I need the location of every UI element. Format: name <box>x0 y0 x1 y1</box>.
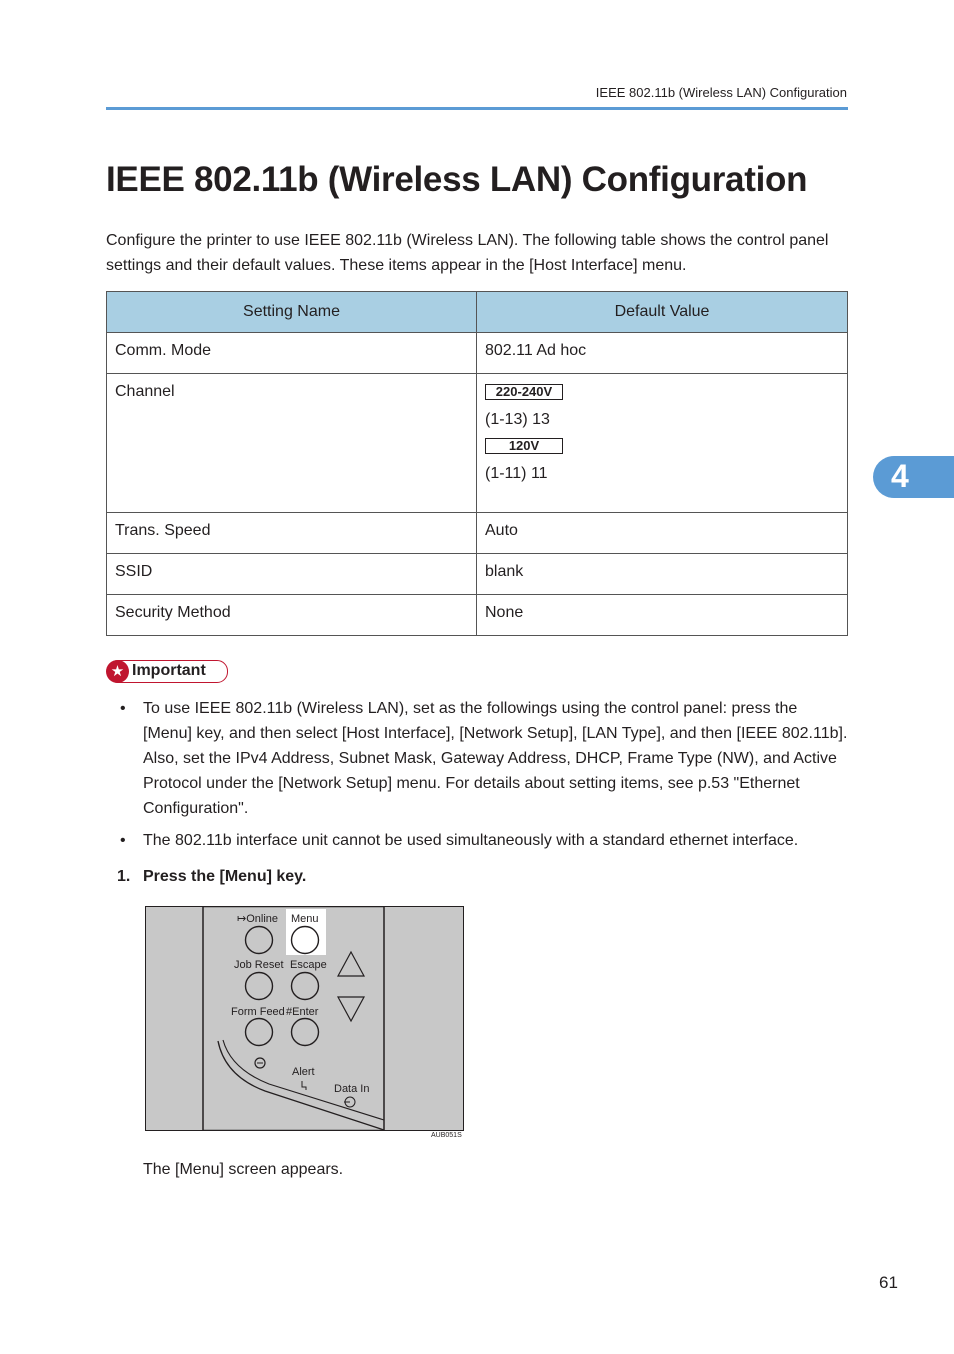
table-row <box>107 513 848 554</box>
voltage-badge-120v: 120V <box>485 438 563 454</box>
page-number: 61 <box>879 1273 898 1292</box>
online-label: ↦Online <box>237 913 279 925</box>
table-row <box>107 333 848 374</box>
channel-value-120v: (1-11) 11 <box>485 465 548 482</box>
channel-value-220-240v: (1-13) 13 <box>485 411 550 428</box>
step-number: 1. <box>117 868 131 885</box>
intro-paragraph: Configure the printer to use IEEE 802.11b (Wireless LAN). The following table shows the control panel settings and their default values. These items appear in the [Host Interface] menu. <box>106 232 829 274</box>
voltage-badge-220-240v: 220-240V <box>485 384 563 400</box>
menu-label: Menu <box>291 913 319 925</box>
figure-code: AUB051S <box>431 1132 462 1139</box>
escape-label: Escape <box>290 959 327 971</box>
table-row <box>107 374 848 513</box>
default-value-cell <box>477 374 848 513</box>
setting-name-cell: Channel <box>107 374 477 513</box>
page-title: IEEE 802.11b (Wireless LAN) Configuration <box>106 160 808 199</box>
running-header: IEEE 802.11b (Wireless LAN) Configuration <box>595 85 847 100</box>
step-result: The [Menu] screen appears. <box>143 1161 344 1178</box>
list-item <box>120 828 850 853</box>
setting-name-cell: Trans. Speed <box>107 513 477 554</box>
default-value-cell: None <box>477 595 848 636</box>
header-rule <box>106 107 848 110</box>
chapter-tab-number: 4 <box>891 458 909 494</box>
list-item <box>120 696 850 821</box>
bullet-icon: • <box>120 832 126 849</box>
step-1 <box>117 868 306 886</box>
form-feed-label: Form Feed <box>231 1006 285 1018</box>
note-text: To use IEEE 802.11b (Wireless LAN), set as the followings using the control panel: press the [Menu] key, and then select [Host Interface], [Network Setup], [LAN Type], and then [IEEE 802.11b]. Also, set the IPv4 Address, Subnet Mask, Gateway Address, DHCP, Frame Type (NW), and Active Protocol under the [Network Setup] menu. For details about setting items, see p.53 "Ethernet Configuration". <box>143 700 848 817</box>
chapter-tab <box>873 456 954 498</box>
menu-button <box>292 927 319 954</box>
control-panel-illustration <box>145 906 464 1131</box>
default-value-cell: blank <box>477 554 848 595</box>
star-icon: ★ <box>106 660 129 683</box>
settings-table <box>106 291 848 636</box>
setting-name-cell: Comm. Mode <box>107 333 477 374</box>
setting-name-cell: Security Method <box>107 595 477 636</box>
column-header-setting-name: Setting Name <box>107 292 477 333</box>
important-label: Important <box>132 662 206 679</box>
alert-label: Alert <box>292 1066 315 1078</box>
note-text: The 802.11b interface unit cannot be used simultaneously with a standard ethernet interface. <box>143 832 799 849</box>
table-header-row <box>107 292 848 333</box>
default-value-cell: Auto <box>477 513 848 554</box>
setting-name-cell: SSID <box>107 554 477 595</box>
enter-label: #Enter <box>286 1006 319 1018</box>
job-reset-label: Job Reset <box>234 959 284 971</box>
column-header-default-value: Default Value <box>477 292 848 333</box>
default-value-cell: 802.11 Ad hoc <box>477 333 848 374</box>
table-row <box>107 554 848 595</box>
table-row <box>107 595 848 636</box>
important-notes-list <box>120 696 850 860</box>
data-in-label: Data In <box>334 1083 370 1095</box>
bullet-icon: • <box>120 700 126 717</box>
important-callout <box>107 660 228 683</box>
step-text: Press the [Menu] key. <box>143 868 307 885</box>
